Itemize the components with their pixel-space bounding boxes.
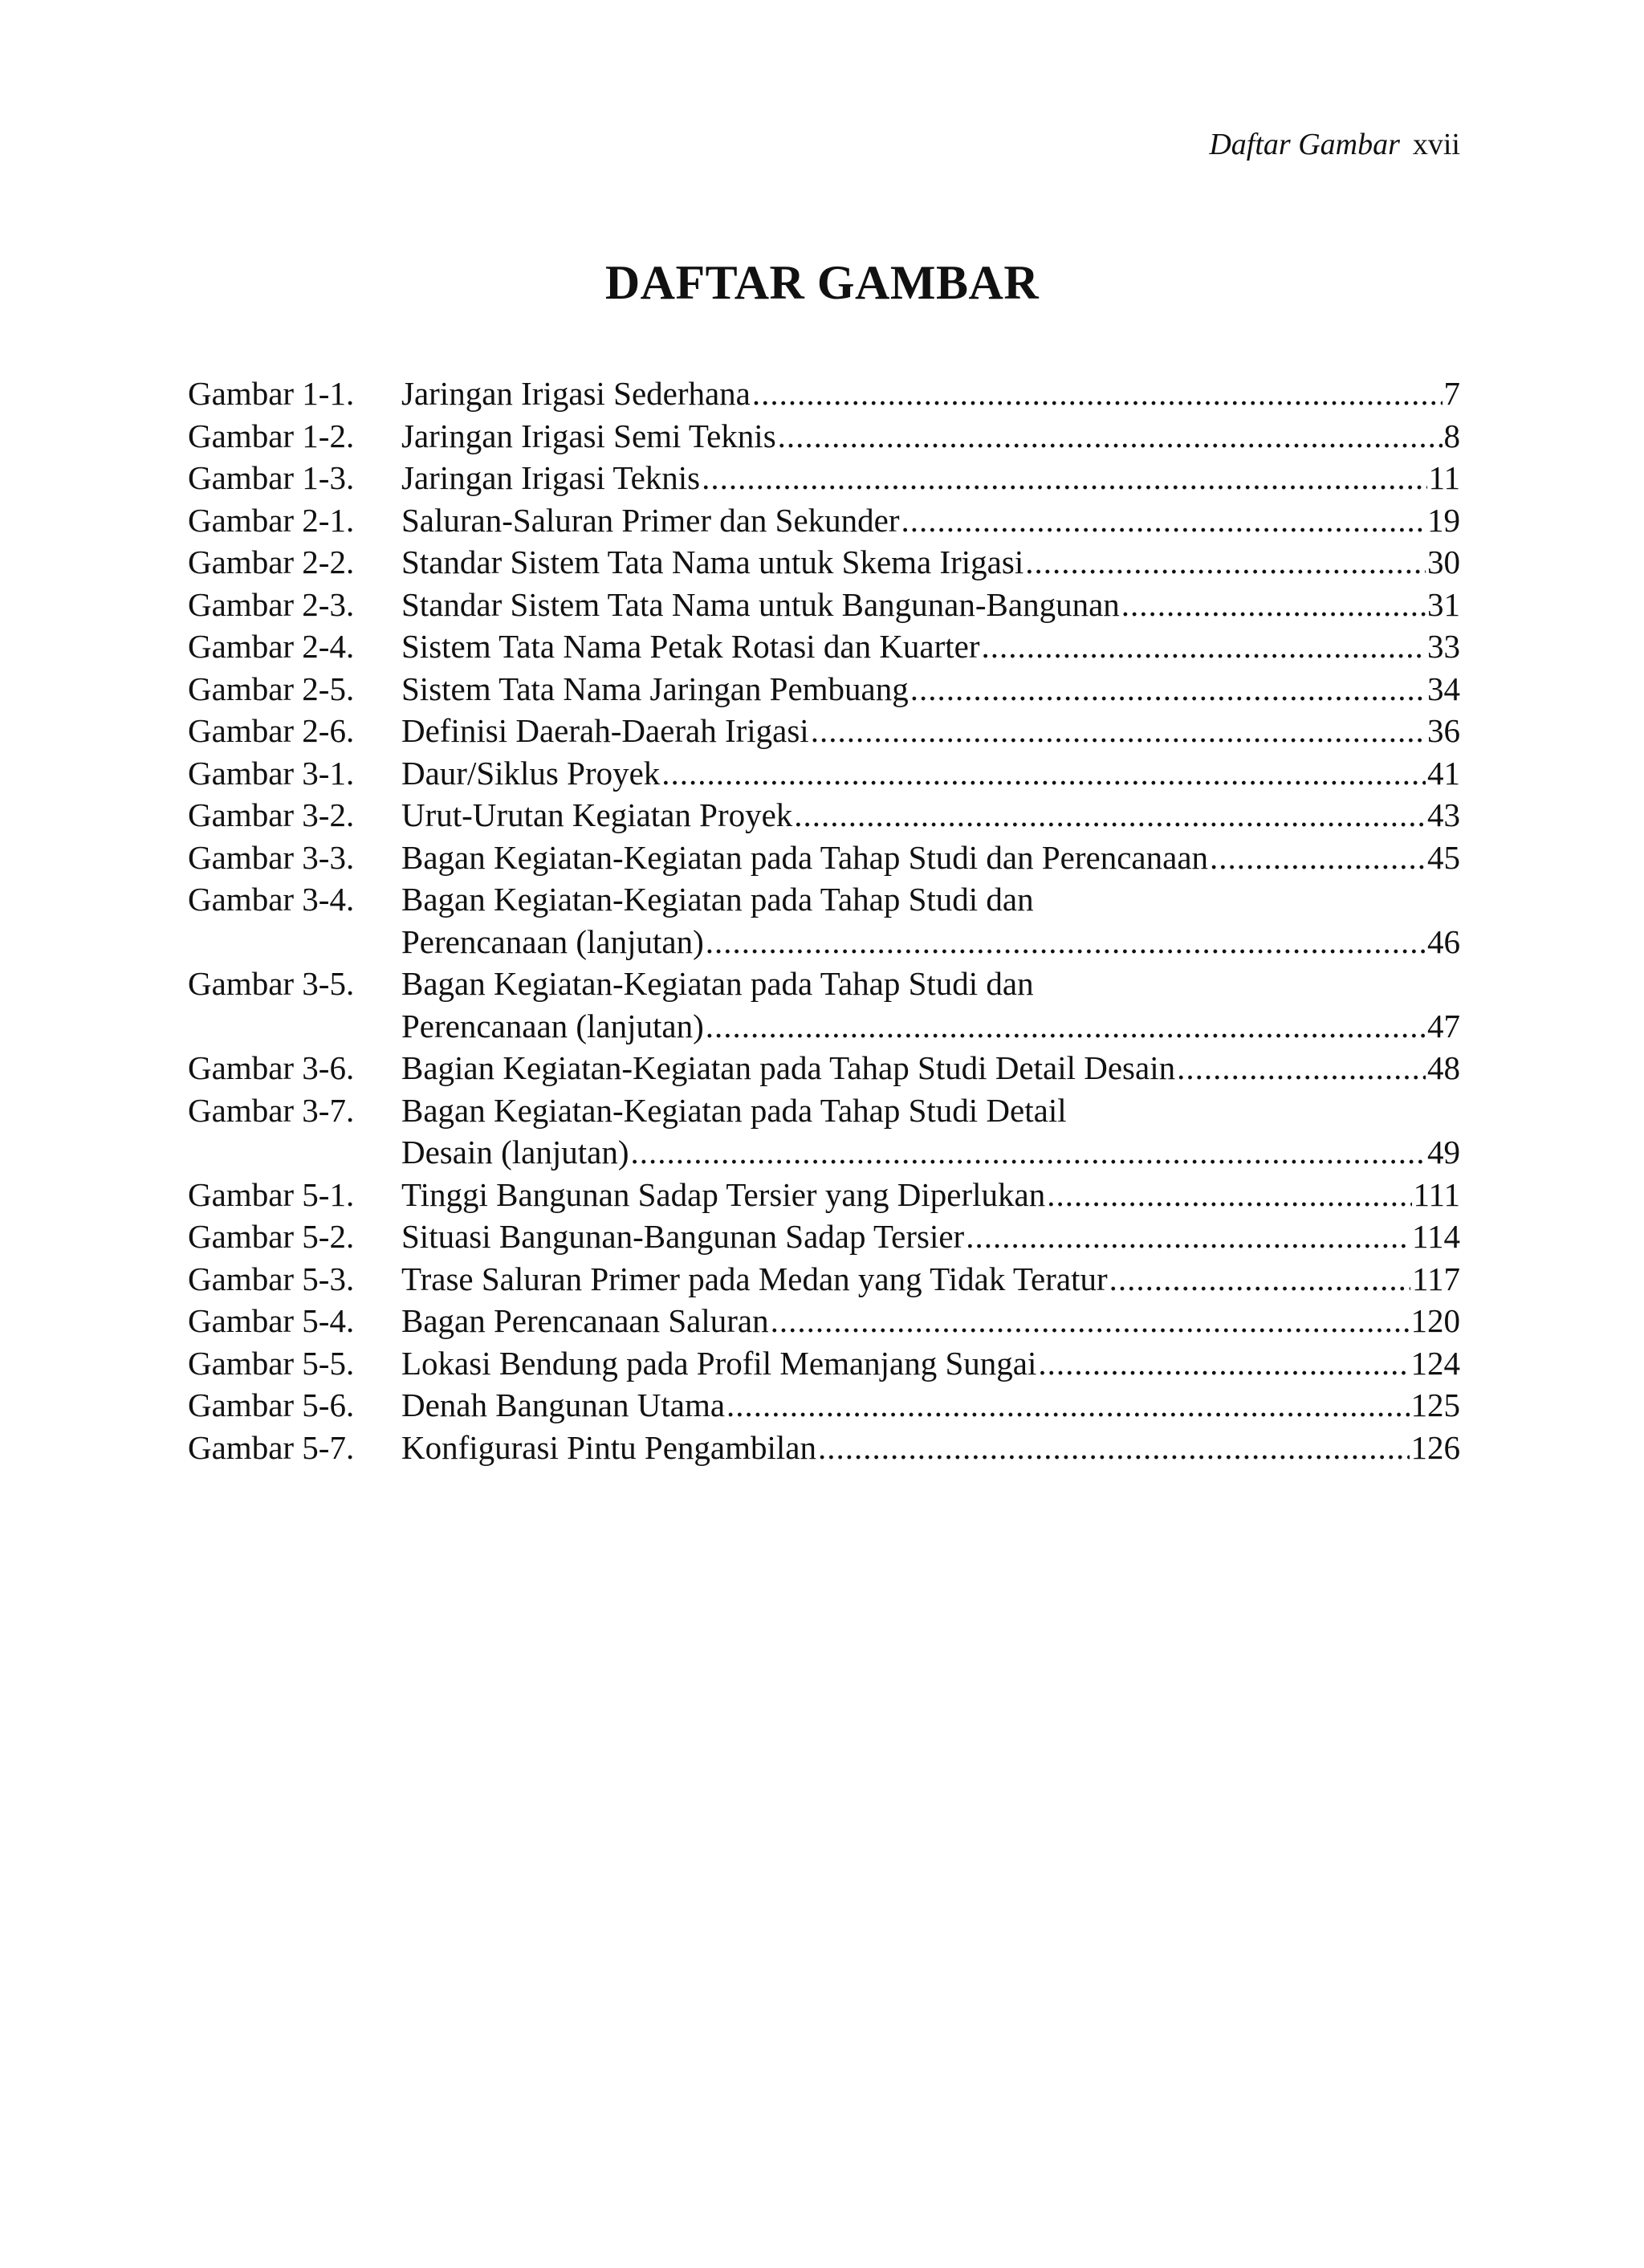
figure-caption [401,584,1460,626]
page-number: 8 [1443,417,1460,454]
dot-leader [966,1215,1410,1258]
caption-text: Daur/Siklus Proyek [401,754,661,792]
dot-leader [1047,1174,1411,1216]
figure-caption [401,1174,1460,1216]
figure-caption [401,625,1460,668]
caption-text: Jaringan Irigasi Teknis [401,459,701,496]
page-number: 117 [1412,1260,1460,1297]
toc-entry[interactable] [188,541,1460,584]
caption-text: Bagan Kegiatan-Kegiatan pada Tahap Studi dan [401,881,1034,918]
page-number: 31 [1427,585,1460,623]
dot-leader [1025,541,1426,584]
dot-leader [982,625,1426,668]
page-number: 114 [1412,1218,1460,1255]
figure-caption [401,963,1460,1047]
figure-label: Gambar 3-2. [188,796,355,833]
page-number: 111 [1413,1175,1460,1213]
page-title: DAFTAR GAMBAR [604,256,1040,309]
toc-entry[interactable] [188,415,1460,458]
toc-entry[interactable] [188,499,1460,542]
figure-label: Gambar 5-7. [188,1428,355,1466]
toc-entry[interactable] [188,1258,1460,1301]
caption-text: Jaringan Irigasi Sederhana [401,375,751,412]
caption-line [401,1174,1460,1216]
toc-entry[interactable] [188,625,1460,668]
figure-caption [401,668,1460,711]
caption-line [401,794,1460,837]
figure-label: Gambar 1-3. [188,459,355,496]
dot-leader [910,668,1426,711]
caption-line [401,1005,1460,1048]
dot-leader [752,373,1443,415]
toc-entry[interactable] [188,668,1460,711]
dot-leader [661,752,1426,795]
figure-label: Gambar 3-7. [188,1091,355,1129]
page-number: 124 [1410,1344,1460,1382]
page-number: 46 [1427,922,1460,960]
page-number: 30 [1427,544,1460,580]
caption-text: Trase Saluran Primer pada Medan yang Tidak Teratur [401,1260,1108,1297]
toc-entry[interactable] [188,710,1460,752]
page-number: 125 [1410,1386,1460,1423]
caption-line [401,1131,1460,1174]
caption-line [401,752,1460,795]
toc-entry[interactable] [188,584,1460,626]
figure-caption [401,1215,1460,1258]
figure-label: Gambar 3-5. [188,965,355,1002]
page-number: 33 [1427,628,1460,665]
toc-entry[interactable] [188,1215,1460,1258]
caption-line [401,1384,1460,1427]
caption-text: Tinggi Bangunan Sadap Tersier yang Diperlukan [401,1175,1046,1213]
caption-text: Jaringan Irigasi Semi Teknis [401,417,776,454]
dot-leader [1177,1047,1426,1089]
caption-line [401,584,1460,626]
dot-leader [726,1384,1409,1427]
dot-leader [818,1427,1409,1469]
toc-entry[interactable] [188,1089,1460,1174]
caption-line [401,373,1460,415]
caption-text: Lokasi Bendung pada Profil Memanjang Sungai [401,1344,1037,1382]
figure-label: Gambar 2-5. [188,670,355,707]
caption-text: Definisi Daerah-Daerah Irigasi [401,712,809,749]
figure-label: Gambar 2-6. [188,712,355,749]
page-number: 11 [1428,459,1460,496]
caption-line [401,1300,1460,1342]
dot-leader [794,794,1426,837]
figure-caption [401,1047,1460,1089]
caption-text: Urut-Urutan Kegiatan Proyek [401,796,793,833]
figure-caption [401,1089,1460,1174]
figure-label: Gambar 5-4. [188,1302,355,1339]
figure-label: Gambar 2-2. [188,544,355,580]
caption-text: Sistem Tata Nama Petak Rotasi dan Kuarter [401,628,980,665]
figure-label: Gambar 1-1. [188,375,355,412]
dot-leader [811,710,1426,752]
toc-entry[interactable] [188,1342,1460,1385]
figure-label: Gambar 5-6. [188,1386,355,1423]
figure-label: Gambar 3-3. [188,838,355,876]
page-number: 36 [1427,712,1460,749]
caption-line [401,837,1460,879]
figure-label: Gambar 1-2. [188,417,355,454]
caption-text: Bagian Kegiatan-Kegiatan pada Tahap Studi Detail Desain [401,1049,1176,1086]
dot-leader [630,1131,1426,1174]
page-number: 45 [1427,838,1460,876]
running-header [1209,127,1460,162]
page-number: 48 [1427,1049,1460,1086]
figure-label: Gambar 2-3. [188,585,355,623]
figure-label: Gambar 2-4. [188,628,355,665]
caption-line [401,1047,1460,1089]
page-number: 43 [1427,796,1460,833]
dot-leader [771,1300,1410,1342]
caption-line [401,878,1460,921]
caption-text: Perencanaan (lanjutan) [401,1007,704,1044]
page-number: 7 [1443,375,1460,412]
caption-text: Denah Bangunan Utama [401,1386,726,1423]
caption-line [401,1342,1460,1385]
page-number: 126 [1410,1428,1460,1466]
caption-text: Konfigurasi Pintu Pengambilan [401,1428,817,1466]
figure-caption [401,752,1460,795]
dot-leader [901,499,1426,542]
caption-text: Standar Sistem Tata Nama untuk Bangunan-Bangunan [401,585,1120,623]
caption-text: Desain (lanjutan) [401,1134,629,1171]
caption-line [401,541,1460,584]
figure-label: Gambar 5-3. [188,1260,355,1297]
toc-entry[interactable] [188,1427,1460,1469]
page-number: 49 [1427,1134,1460,1171]
list-of-figures [188,373,1460,1468]
caption-line [401,668,1460,711]
toc-entry[interactable] [188,1174,1460,1216]
figure-caption [401,878,1460,963]
figure-label: Gambar 5-2. [188,1218,355,1255]
figure-label: Gambar 2-1. [188,501,355,539]
caption-line [401,921,1460,963]
figure-caption [401,541,1460,584]
running-header-title: Daftar Gambar [1209,128,1400,161]
caption-text: Bagan Kegiatan-Kegiatan pada Tahap Studi dan [401,965,1034,1002]
caption-line [401,1258,1460,1301]
page-number: 34 [1427,670,1460,707]
figure-caption [401,1300,1460,1342]
caption-line [401,457,1460,499]
caption-line [401,1215,1460,1258]
figure-caption [401,710,1460,752]
caption-text: Bagan Kegiatan-Kegiatan pada Tahap Studi Detail [401,1091,1067,1129]
figure-caption [401,794,1460,837]
figure-label: Gambar 3-4. [188,881,355,918]
toc-entry[interactable] [188,794,1460,837]
caption-text: Standar Sistem Tata Nama untuk Skema Irigasi [401,544,1024,580]
dot-leader [706,921,1426,963]
toc-entry[interactable] [188,963,1460,1047]
caption-line [401,1089,1460,1132]
figure-caption [401,457,1460,499]
figure-label: Gambar 3-6. [188,1049,355,1086]
caption-line [401,415,1460,458]
figure-caption [401,373,1460,415]
figure-caption [401,1427,1460,1469]
figure-label: Gambar 3-1. [188,754,355,792]
page-number: 47 [1427,1007,1460,1044]
figure-label: Gambar 5-5. [188,1344,355,1382]
figure-caption [401,837,1460,879]
dot-leader [778,415,1443,458]
page-number: 19 [1427,501,1460,539]
figure-caption [401,1342,1460,1385]
toc-entry[interactable] [188,1384,1460,1427]
caption-text: Bagan Kegiatan-Kegiatan pada Tahap Studi dan Perencanaan [401,838,1209,876]
page-number: 41 [1427,754,1460,792]
dot-leader [1109,1258,1410,1301]
dot-leader [1038,1342,1409,1385]
toc-entry[interactable] [188,1047,1460,1089]
toc-entry[interactable] [188,457,1460,499]
caption-text: Bagan Perencanaan Saluran [401,1302,769,1339]
caption-text: Sistem Tata Nama Jaringan Pembuang [401,670,909,707]
figure-label: Gambar 5-1. [188,1175,355,1213]
toc-entry[interactable] [188,837,1460,879]
toc-entry[interactable] [188,1300,1460,1342]
caption-text: Situasi Bangunan-Bangunan Sadap Tersier [401,1218,965,1255]
caption-text: Perencanaan (lanjutan) [401,922,704,960]
toc-entry[interactable] [188,878,1460,963]
caption-line [401,499,1460,542]
toc-entry[interactable] [188,752,1460,795]
dot-leader [1121,584,1426,626]
page-number: 120 [1410,1302,1460,1339]
running-header-page-number: xvii [1412,128,1460,161]
dot-leader [706,1005,1426,1048]
caption-line [401,1427,1460,1469]
figure-caption [401,415,1460,458]
caption-line [401,625,1460,668]
toc-entry[interactable] [188,373,1460,415]
figure-caption [401,1384,1460,1427]
figure-caption [401,499,1460,542]
caption-text: Saluran-Saluran Primer dan Sekunder [401,501,900,539]
dot-leader [1210,837,1426,879]
caption-line [401,710,1460,752]
figure-caption [401,1258,1460,1301]
dot-leader [702,457,1426,499]
caption-line [401,963,1460,1005]
